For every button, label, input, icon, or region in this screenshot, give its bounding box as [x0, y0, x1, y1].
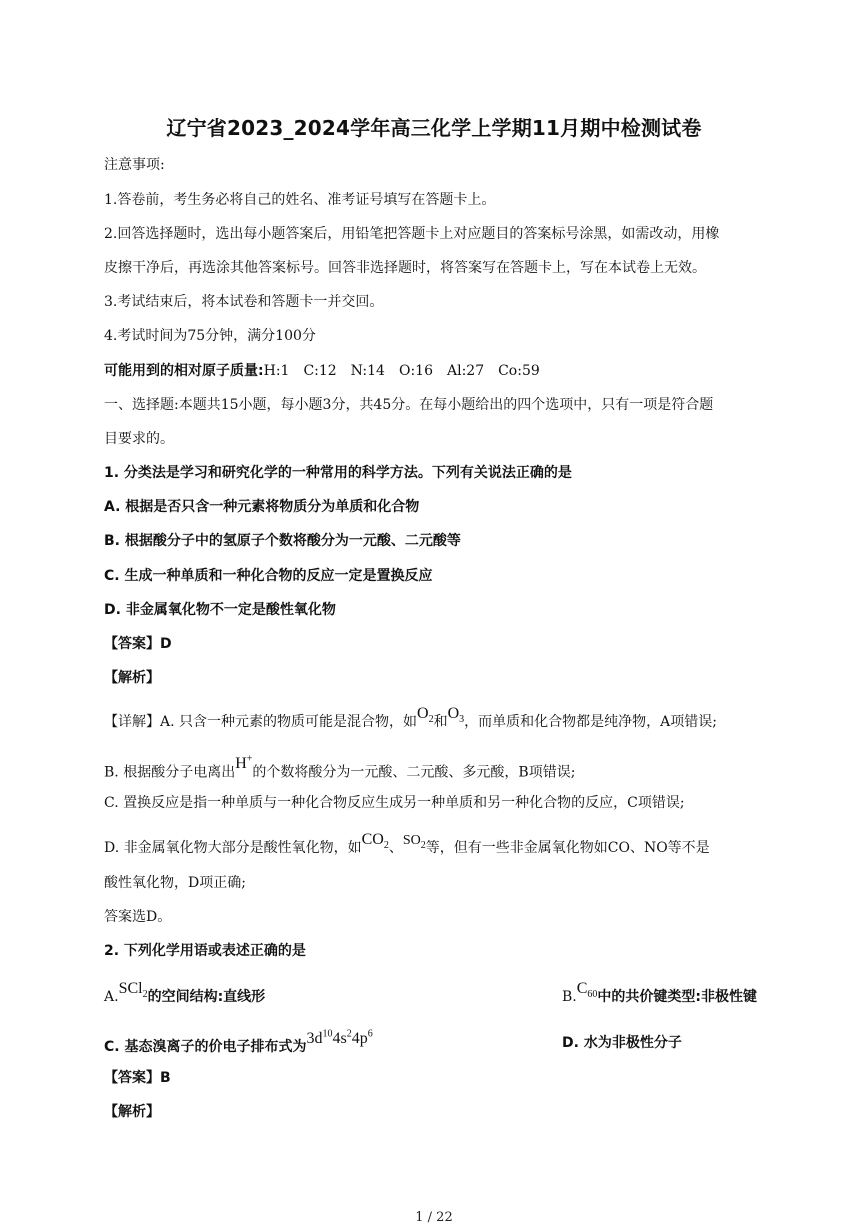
q1-detail-d-sep: 、: [388, 840, 403, 856]
q2-options-cd: [104, 1029, 764, 1057]
q2-option-d: D. 水为非极性分子: [562, 1035, 682, 1051]
section1-heading-1: 一、选择题:本题共15小题，每小题3分，共45分。在每小题给出的四个选项中，只有一项是符合题: [104, 397, 714, 413]
q1-detail-a-suffix: ，而单质和化合物都是纯净物，A项错误;: [464, 714, 717, 730]
q2-analysis-label: 【解析】: [104, 1104, 160, 1120]
formula-c60: $C_{60}$: [576, 980, 598, 1001]
q2-answer: 【答案】B: [104, 1070, 171, 1086]
q2-option-b: $B.C_{60}$中的共价键类型:非极性键: [562, 980, 758, 1005]
q1-detail-c: C. 置换反应是指一种单质与一种化合物反应生成另一种单质和另一种化合物的反应，C项错误;: [104, 795, 685, 811]
q1-stem: 1. 分类法是学习和研究化学的一种常用的科学方法。下列有关说法正确的是: [104, 465, 572, 481]
q1-detail-b-prefix: B. 根据酸分子电离出: [104, 764, 236, 781]
atomic-masses: [104, 361, 764, 381]
section1-heading-2: 目要求的。: [104, 431, 174, 447]
q1-detail-b-suffix: 的个数将酸分为一元酸、二元酸、多元酸，B项错误;: [252, 764, 576, 781]
q1-detail-d: [104, 831, 764, 864]
notice-3: 3.考试结束后，将本试卷和答题卡一并交回。: [104, 294, 384, 310]
notice-2a: 2.回答选择题时，选出每小题答案后，用铅笔把答题卡上对应题目的答案标号涂黑，如需改动，用橡: [104, 226, 720, 242]
q1-detail-d-suffix: 等，但有一些非金属氧化物如CO、NO等不是: [425, 840, 710, 856]
q2-options-ab: [104, 980, 764, 1013]
q1-detail-a: [104, 705, 764, 738]
q1-option-d: D. 非金属氧化物不一定是酸性氧化物: [104, 602, 336, 618]
notice-2b: 皮擦干净后，再选涂其他答案标号。回答非选择题时，将答案写在答题卡上，写在本试卷上无效。: [104, 260, 706, 276]
q1-option-c: C. 生成一种单质和一种化合物的反应一定是置换反应: [104, 568, 433, 584]
notice-4: 4.考试时间为75分钟，满分100分: [104, 328, 316, 344]
q1-detail-a-prefix: 【详解】A. 只含一种元素的物质可能是混合物，如: [104, 714, 418, 730]
q1-detail-d-line2: 酸性氧化物，D项正确;: [104, 875, 246, 891]
q2-stem: 2. 下列化学用语或表述正确的是: [104, 943, 306, 959]
formula-so2: $SO_2$: [402, 833, 426, 851]
q1-detail-d-prefix: D. 非金属氧化物大部分是酸性氧化物，如: [104, 840, 362, 856]
q2-option-c: C. 基态溴离子的价电子排布式为$3d^{10}4s^24p^6$: [104, 1029, 373, 1056]
q1-conclusion: 答案选D。: [104, 909, 172, 925]
formula-o2: $O_2$: [417, 705, 434, 726]
notice-1: 1.答卷前，考生务必将自己的姓名、准考证号填写在答题卡上。: [104, 192, 496, 208]
formula-o3: $O_3$: [447, 705, 465, 726]
q1-detail-b: [104, 754, 764, 782]
q1-detail-a-and: 和: [433, 714, 448, 730]
q1-option-a: A. 根据是否只含一种元素将物质分为单质和化合物: [104, 499, 420, 515]
q1-option-b: B. 根据酸分子中的氢原子个数将酸分为一元酸、二元酸等: [104, 533, 461, 549]
formula-co2: $CO_2$: [361, 831, 389, 852]
notice-heading: 注意事项:: [104, 157, 165, 173]
atomic-masses-label: 可能用到的相对原子质量:: [104, 363, 264, 379]
formula-h-plus: H+: [235, 754, 253, 773]
page-number: 1 / 22: [415, 1210, 453, 1225]
formula-3d10-4s2-4p6: $3d^{10}4s^24p^6$: [306, 1029, 373, 1048]
q1-analysis-label: 【解析】: [104, 670, 160, 686]
atomic-masses-values: H:1 C:12 N:14 O:16 Al:27 Co:59: [263, 363, 540, 379]
formula-scl2: SCl$_2$: [118, 980, 148, 1001]
q1-answer: 【答案】D: [104, 636, 172, 652]
page-title: 辽宁省2023_2024学年高三化学上学期11月期中检测试卷: [166, 116, 702, 140]
q2-option-a: A.SCl$_2$的空间结构:直线形: [104, 980, 266, 1005]
